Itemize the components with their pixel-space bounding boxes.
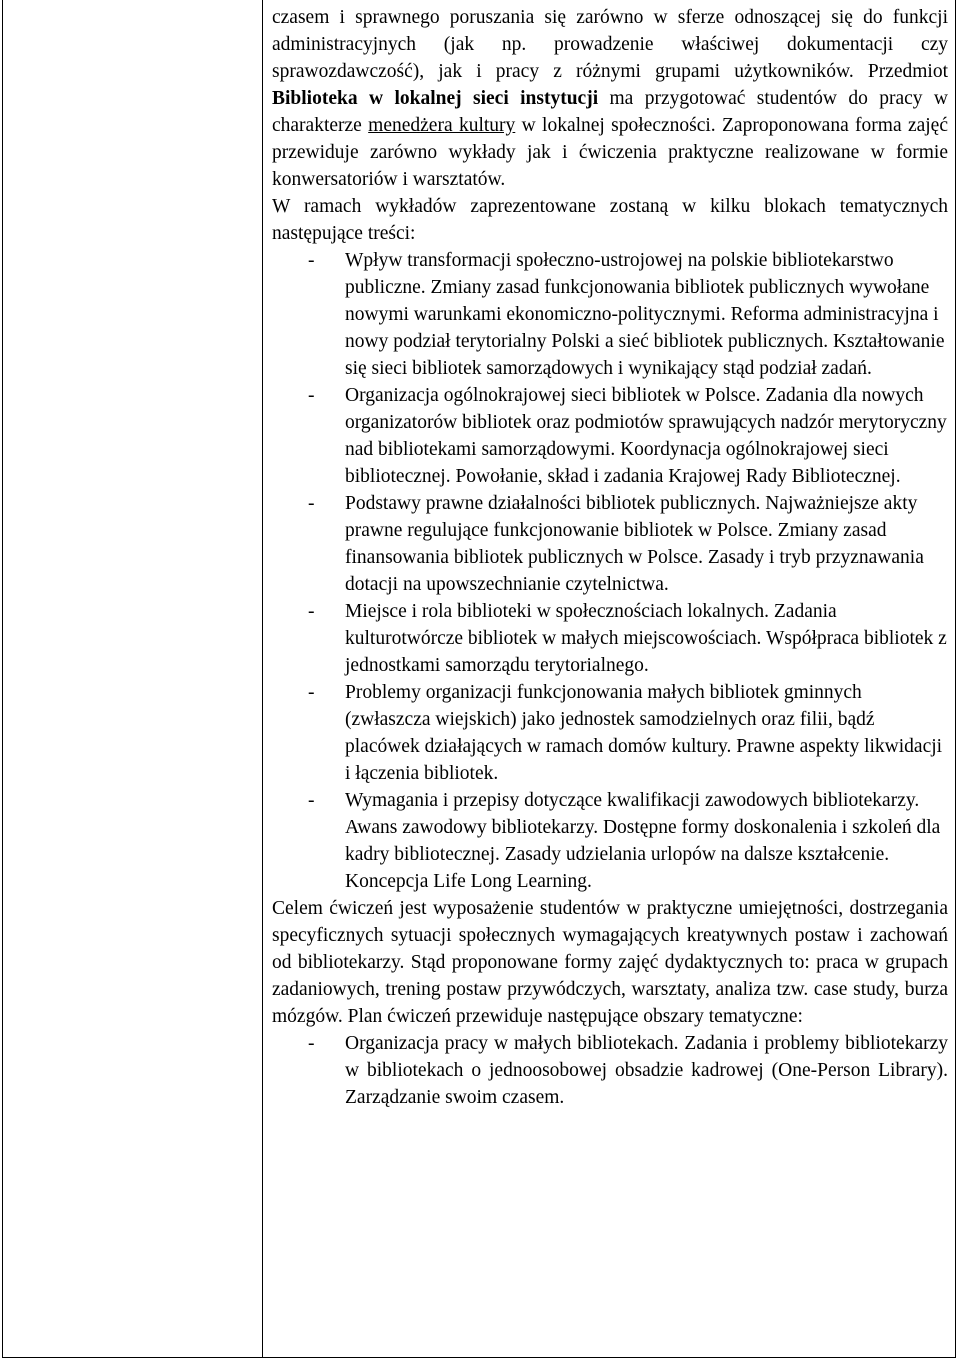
intro-text-3: w lokalnej społeczności. Zaproponowana forma zajęć przewiduje zarówno wykłady jak i ćwiczenia praktyczne realizowane w formie konwersatoriów i warsztatów. bbox=[272, 115, 948, 190]
course-title: Biblioteka w lokalnej sieci instytucji bbox=[272, 88, 599, 109]
dash-bullet: - bbox=[308, 682, 315, 703]
list-item bbox=[272, 247, 948, 382]
dash-bullet: - bbox=[308, 385, 315, 406]
exercise-list bbox=[272, 1030, 948, 1111]
list-item-text: Podstawy prawne działalności bibliotek publicznych. Najważniejsze akty prawne regulujące funkcjonowanie bibliotek w Polsce. Zmiany zasad finansowania bibliotek publicznych w Polsce. Zasady i tryb przyznawania dotacji na upowszechnianie czytelnictwa. bbox=[345, 493, 924, 595]
table-column-divider bbox=[262, 0, 263, 1358]
list-item-text: Miejsce i rola biblioteki w społecznościach lokalnych. Zadania kulturotwórcze bibliotek w małych miejscowościach. Współpraca bibliotek z jednostkami samorządu terytorialnego. bbox=[345, 601, 947, 676]
list-item bbox=[272, 1030, 948, 1111]
list-item bbox=[272, 490, 948, 598]
list-item-text: Organizacja ogólnokrajowej sieci bibliotek w Polsce. Zadania dla nowych organizatorów bibliotek oraz podmiotów sprawujących nadzór merytoryczny nad bibliotekami samorządowymi. Koordynacja ogólnokrajowej sieci bibliotecznej. Powołanie, skład i zadania Krajowej Rady Bibliotecznej. bbox=[345, 385, 947, 487]
lecture-list bbox=[272, 247, 948, 895]
dash-bullet: - bbox=[308, 601, 315, 622]
list-item bbox=[272, 787, 948, 895]
list-item bbox=[272, 382, 948, 490]
dash-bullet: - bbox=[308, 790, 315, 811]
dash-bullet: - bbox=[308, 493, 315, 514]
list-item-text: Organizacja pracy w małych bibliotekach. Zadania i problemy bibliotekarzy w bibliotekach o jednoosobowej obsadzie kadrowej (One-Person Library). Zarządzanie swoim czasem. bbox=[345, 1033, 948, 1108]
intro-paragraph bbox=[272, 4, 948, 193]
list-item bbox=[272, 598, 948, 679]
content-cell bbox=[272, 4, 948, 1111]
exercises-intro: Celem ćwiczeń jest wyposażenie studentów w praktyczne umiejętności, dostrzegania specyficznych sytuacji społecznych wymagających kreatywnych postaw i zachowań od bibliotekarzy. Stąd proponowane formy zajęć dydaktycznych to: praca w grupach zadaniowych, trening postaw przywódczych, warsztaty, analiza tzw. case study, burza mózgów. Plan ćwiczeń przewiduje następujące obszary tematyczne: bbox=[272, 898, 948, 1027]
dash-bullet: - bbox=[308, 250, 315, 271]
intro-text-2: ma przygotować studentów do pracy w charakterze bbox=[272, 88, 948, 136]
intro-text-1: czasem i sprawnego poruszania się zarówno w sferze odnoszącej się do funkcji administracyjnych (jak np. prowadzenie właściwej dokumentacji czy sprawozdawczość), jak i pracy z różnymi grupami użytkowników. Przedmiot bbox=[272, 7, 948, 82]
list-item bbox=[272, 679, 948, 787]
list-item-text: Wymagania i przepisy dotyczące kwalifikacji zawodowych bibliotekarzy. Awans zawodowy bibliotekarzy. Dostępne formy doskonalenia i szkoleń dla kadry bibliotecznej. Zasady udzielania urlopów na dalsze kształcenie. Koncepcja Life Long Learning. bbox=[345, 790, 941, 892]
lectures-intro: W ramach wykładów zaprezentowane zostaną w kilku blokach tematycznych następujące treści: bbox=[272, 196, 948, 244]
list-item-text: Wpływ transformacji społeczno-ustrojowej na polskie bibliotekarstwo publiczne. Zmiany zasad funkcjonowania bibliotek publicznych wywołane nowymi warunkami ekonomiczno-politycznymi. Reforma administracyjna i nowy podział terytorialny Polski a sieć bibliotek publicznych. Kształtowanie się sieci bibliotek samorządowych i wynikający stąd podział zadań. bbox=[345, 250, 945, 379]
dash-bullet: - bbox=[308, 1033, 315, 1054]
list-item-text: Problemy organizacji funkcjonowania małych bibliotek gminnych (zwłaszcza wiejskich) jako jednostek samodzielnych oraz filii, bądź placówek działających w ramach domów kultury. Prawne aspekty likwidacji i łączenia bibliotek. bbox=[345, 682, 943, 784]
culture-manager-term: menedżera kultury bbox=[368, 115, 516, 136]
